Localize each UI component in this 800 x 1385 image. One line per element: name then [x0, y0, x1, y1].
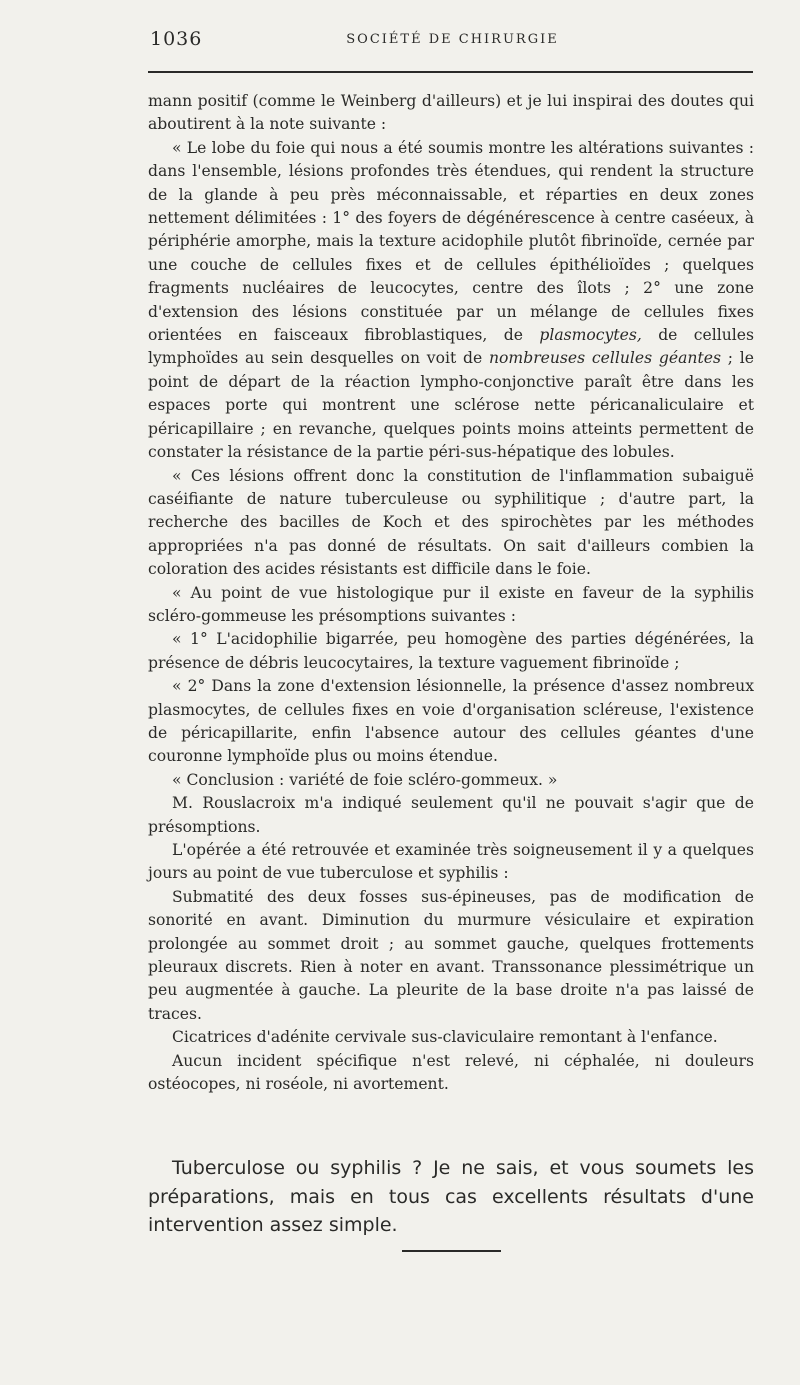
paragraph-histology-report-end: ; le point de départ de la réaction lympho-conjonctive paraît être dans les espaces porte qui montrent une sclérose nette péricanaliculaire et péricapillaire ; en revanche, quelques points moins atteints permettent de constater la résistance de la partie péri-sus-hépatique des lobules. — [148, 349, 754, 462]
page-number: 1036 — [150, 28, 203, 50]
end-rule — [402, 1250, 501, 1252]
running-head: SOCIÉTÉ DE CHIRURGIE — [346, 32, 559, 47]
page-header — [150, 28, 755, 58]
paragraph-scars: Cicatrices d'adénite cervivale sus-claviculaire remontant à l'enfance. — [172, 1028, 718, 1047]
closing-text — [148, 1154, 754, 1240]
paragraph-lesions: « Ces lésions offrent donc la constitution de l'inflammation subaiguë caséifiante de nature tuberculeuse ou syphilitique ; d'autre part, la recherche des bacilles de Koch et des spirochètes par les méthodes appropriées n'a pas donné de résultats. On sait d'ailleurs combien la coloration des acides résistants est difficile dans le foie. — [148, 466, 754, 579]
paragraph-no-incident: Aucun incident spécifique n'est relevé, ni céphalée, ni douleurs ostéocopes, ni roséole, ni avortement. — [148, 1051, 754, 1094]
paragraph-examination: L'opérée a été retrouvée et examinée très soigneusement il y a quelques jours au point de vue tuberculose et syphilis : — [148, 841, 754, 883]
italic-giant-cells: nombreuses cellules géantes — [489, 349, 721, 368]
paragraph-presumption-1: « 1° L'acidophilie bigarrée, peu homogène des parties dégénérées, la présence de débris leucocytaires, la texture vaguement fibrinoïde ; — [148, 630, 754, 672]
header-rule — [148, 71, 753, 73]
paragraph-presumption-2: « 2° Dans la zone d'extension lésionnelle, la présence d'assez nombreux plasmocytes, de cellules fixes en voie d'organisation scléreuse, l'existence de péricapillarite, enfin l'absence autour des cellules géantes d'une couronne lymphoïde plus ou moins étendue. — [148, 677, 754, 766]
paragraph-continued: mann positif (comme le Weinberg d'ailleurs) et je lui inspirai des doutes qui aboutirent à la note suivante : — [148, 92, 754, 134]
body-text — [148, 90, 754, 1096]
paragraph-histology-syphilis: « Au point de vue histologique pur il existe en faveur de la syphilis scléro-gommeuse les présomptions suivantes : — [148, 583, 754, 625]
paragraph-rouslacroix: M. Rouslacroix m'a indiqué seulement qu'il ne pouvait s'agir que de présomptions. — [148, 794, 754, 836]
paragraph-histology-report — [148, 137, 754, 465]
paragraph-findings: Submatité des deux fosses sus-épineuses, pas de modification de sonorité en avant. Diminution du murmure vésiculaire et expiration prolongée au sommet droit ; au sommet gauche, quelques frottements pleuraux discrets. Rien à noter en avant. Transsonance plessimétrique un peu augmentée à gauche. La pleurite de la base droite n'a pas laissé de traces. — [148, 887, 754, 1023]
paragraph-histology-report-start: « Le lobe du foie qui nous a été soumis montre les altérations suivantes : dans l'ensemble, lésions profondes très étendues, qui rendent la structure de la glande à peu près méconnaissable, et réparties en deux zones nettement délimitées : 1° des foyers de dégénérescence à centre caséeux, à périphérie amorphe, mais la texture acidophile plutôt fibrinoïde, cernée par une couche de cellules fixes et de cellules épithélioïdes ; quelques fragments nucléaires de leucocytes, centre des îlots ; 2° une zone d'extension des lésions constituée par un mélange de cellules fixes orientées en faisceaux fibroblastiques, de — [148, 138, 754, 345]
paragraph-histology-report-mid: de cellules lymphoïdes au sein desquelles on voit de — [148, 326, 754, 368]
italic-plasmocytes: plasmocytes, — [539, 326, 642, 345]
paragraph-conclusion: « Conclusion : variété de foie scléro-gommeux. » — [172, 770, 558, 789]
closing-paragraph: Tuberculose ou syphilis ? Je ne sais, et vous soumets les préparations, mais en tous cas excellents résultats d'une intervention assez simple. — [148, 1157, 754, 1236]
